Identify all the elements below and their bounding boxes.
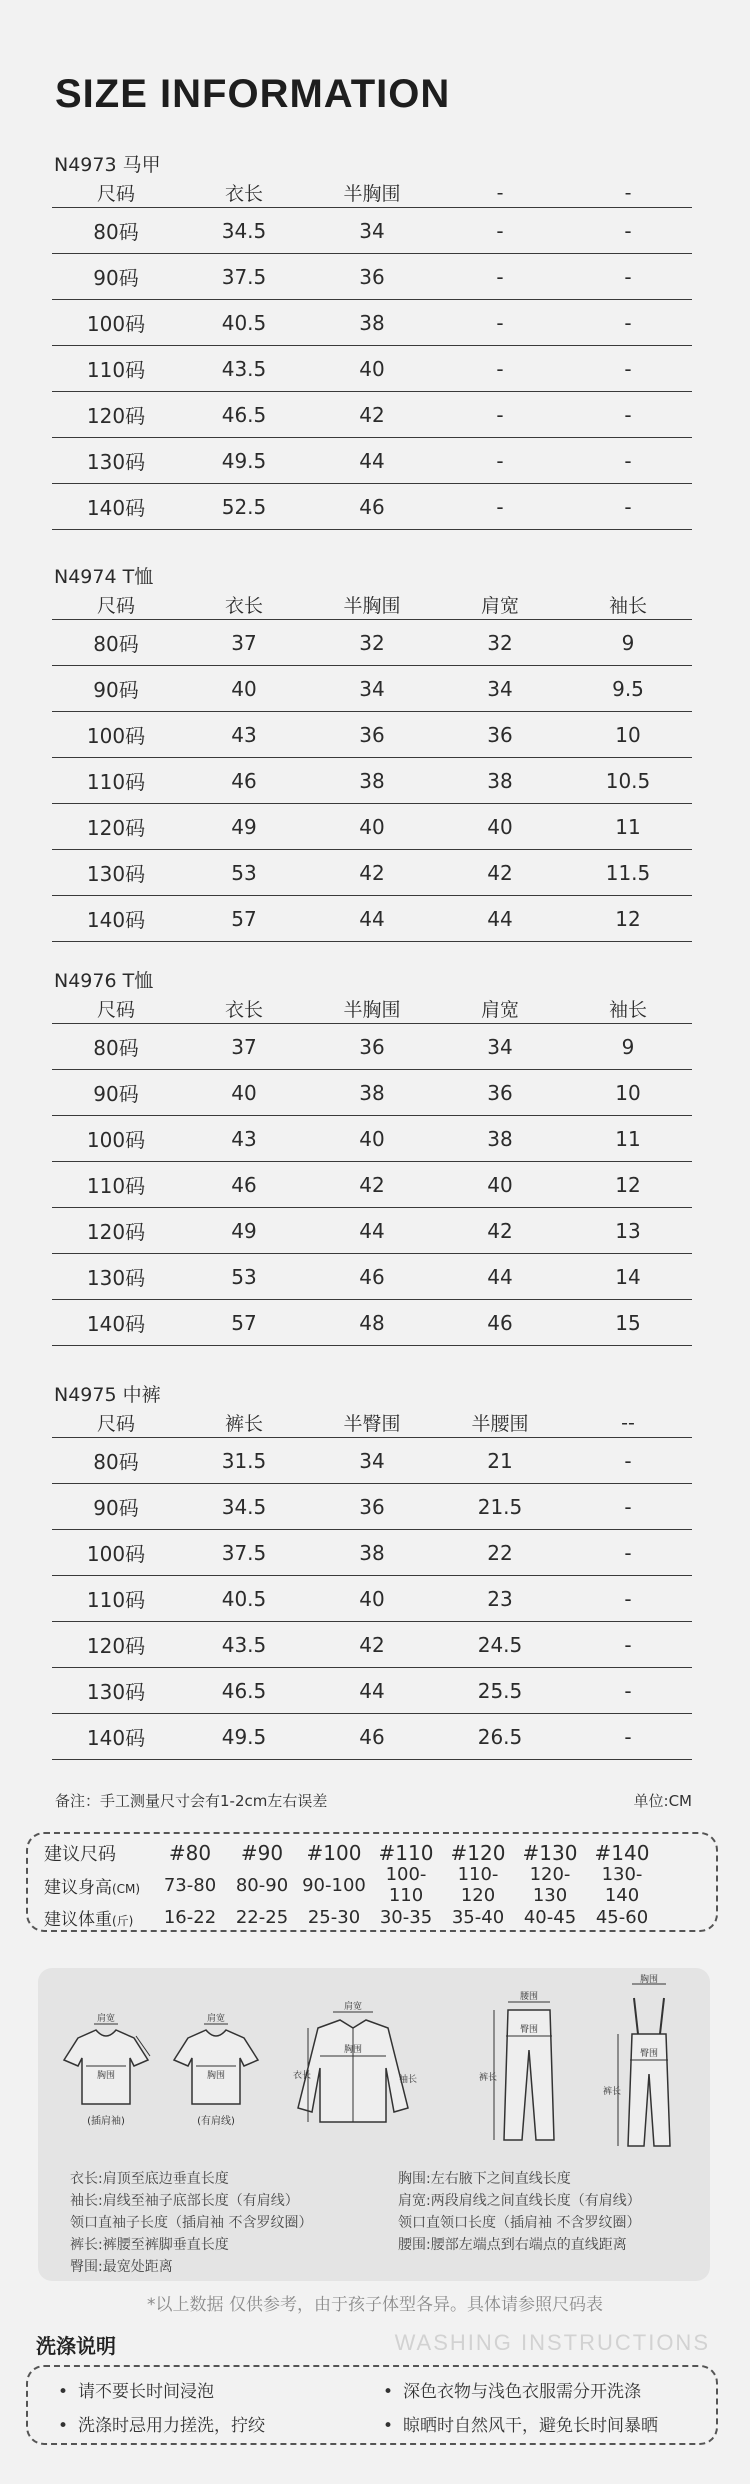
- header-cell: 尺码: [96, 999, 135, 1021]
- height-unit: (CM): [112, 1881, 141, 1896]
- height-label: [44, 1873, 154, 1898]
- pants-figure: [478, 1990, 578, 2150]
- weight-label: [44, 1905, 154, 1930]
- table-cell: 42: [487, 860, 513, 885]
- table-cell: -: [496, 356, 504, 381]
- table-cell: -: [624, 1586, 632, 1611]
- table-cell: -: [496, 218, 504, 243]
- header-cell: 肩宽: [480, 595, 519, 617]
- table-cell: 44: [359, 1678, 385, 1703]
- table-cell: 24.5: [477, 1632, 523, 1657]
- weight-cell: 30-35: [379, 1906, 433, 1928]
- table-cell: 36: [359, 722, 385, 747]
- table-cell: 37: [231, 1034, 257, 1059]
- table-header: [52, 178, 692, 208]
- table-cell: 37: [231, 630, 257, 655]
- table-cell: 9: [621, 630, 635, 655]
- table-cell: 25.5: [477, 1678, 523, 1703]
- unit-note: 单位:CM: [633, 1792, 692, 1810]
- header-cell: 衣长: [224, 183, 263, 205]
- table-cell: 34.5: [221, 1494, 267, 1519]
- raglan-caption: (插肩袖): [87, 2116, 125, 2127]
- table-cell: 36: [487, 1080, 513, 1105]
- table-header: [52, 994, 692, 1024]
- measure-note: 胸围:左右腋下之间直线长度: [398, 2171, 571, 2187]
- table-cell: 140码: [86, 496, 146, 520]
- height-cell: 110-120: [457, 1864, 499, 1906]
- header-cell: 尺码: [96, 1413, 135, 1435]
- table-cell: 44: [487, 906, 513, 931]
- table-cell: 130码: [86, 862, 146, 886]
- table-row: [52, 666, 692, 712]
- table-cell: 15: [615, 1310, 641, 1335]
- measure-note: 裤长:裤腰至裤脚垂直长度: [70, 2237, 229, 2253]
- table-cell: 42: [359, 1172, 385, 1197]
- header-cell: 尺码: [96, 183, 135, 205]
- weight-label-text: 建议体重: [44, 1909, 112, 1930]
- table-cell: 12: [615, 1172, 641, 1197]
- table-cell: -: [624, 1678, 632, 1703]
- height-cell: 73-80: [163, 1874, 217, 1896]
- table-cell: 21: [487, 1448, 513, 1473]
- measure-notes-right: [398, 2168, 641, 2256]
- table-cell: 100码: [86, 312, 146, 336]
- table-cell: 46: [487, 1310, 513, 1335]
- table-row: [52, 804, 692, 850]
- table-cell: 40: [231, 1080, 257, 1105]
- size-table-n4975: [52, 1382, 692, 1760]
- hip-label: 臀围: [519, 2025, 539, 2035]
- table-cell: 44: [359, 448, 385, 473]
- pants-length-label: 裤长: [602, 2087, 622, 2097]
- jacket-figure: [278, 1998, 428, 2138]
- weight-cell: 22-25: [235, 1906, 289, 1928]
- header-cell: 半胸围: [343, 999, 401, 1021]
- suggested-height-row: [28, 1864, 716, 1906]
- table-cell: 110码: [86, 770, 146, 794]
- table-cell: 42: [359, 402, 385, 427]
- table-cell: 42: [359, 860, 385, 885]
- table-cell: -: [624, 494, 632, 519]
- measure-note: 领口直袖子长度（插肩袖 不含罗纹圈）: [70, 2215, 313, 2231]
- measurement-note: 备注：手工测量尺寸会有1-2cm左右误差: [55, 1792, 328, 1810]
- table-cell: 43: [231, 722, 257, 747]
- size-cell: #110: [378, 1841, 434, 1865]
- size-cell: #80: [168, 1841, 212, 1865]
- header-cell: -: [624, 181, 632, 204]
- header-cell: 衣长: [224, 999, 263, 1021]
- table-cell: 44: [359, 906, 385, 931]
- table-row: [52, 850, 692, 896]
- table-cell: -: [624, 264, 632, 289]
- table-cell: 21.5: [477, 1494, 523, 1519]
- table-row: [52, 1484, 692, 1530]
- table-cell: -: [624, 448, 632, 473]
- height-cell: 120-130: [529, 1864, 571, 1906]
- table-cell: 36: [487, 722, 513, 747]
- table-cell: 49: [231, 814, 257, 839]
- table-cell: 10.5: [605, 768, 651, 793]
- washing-title: 洗涤说明: [36, 2334, 116, 2358]
- table-cell: 100码: [86, 1128, 146, 1152]
- measure-note: 腰围:腰部左端点到右端点的直线距离: [398, 2237, 627, 2253]
- page-title: SIZE INFORMATION: [55, 72, 451, 116]
- tshirt-raglan-figure: [56, 2008, 156, 2128]
- table-header: [52, 590, 692, 620]
- table-cell: 37.5: [221, 1540, 267, 1565]
- table-cell: 13: [615, 1218, 641, 1243]
- table-body: [52, 1438, 692, 1760]
- table-row: [52, 712, 692, 758]
- table-cell: 80码: [93, 632, 139, 656]
- table-cell: 40: [359, 356, 385, 381]
- table-row: [52, 1668, 692, 1714]
- table-cell: 44: [359, 1218, 385, 1243]
- suggested-weight-row: [28, 1901, 716, 1933]
- header-cell: 袖长: [608, 595, 647, 617]
- table-cell: -: [496, 310, 504, 335]
- table-row: [52, 1116, 692, 1162]
- setin-caption: (有肩线): [197, 2116, 235, 2127]
- table-cell: 49.5: [221, 1724, 267, 1749]
- table-row: [52, 1162, 692, 1208]
- shoulder-label: 肩宽: [343, 2002, 363, 2012]
- table-cell: 34: [359, 1448, 385, 1473]
- overalls-figure: [598, 1974, 698, 2154]
- table-cell: 40: [359, 1126, 385, 1151]
- table-cell: 34: [359, 676, 385, 701]
- table-cell: 9: [621, 1034, 635, 1059]
- weight-unit: (斤): [112, 1913, 134, 1928]
- table-cell: 46: [359, 494, 385, 519]
- height-cell: 80-90: [235, 1874, 289, 1896]
- table-cell: 42: [359, 1632, 385, 1657]
- table-cell: 44: [487, 1264, 513, 1289]
- table-cell: 140码: [86, 908, 146, 932]
- table-cell: 11: [615, 1126, 641, 1151]
- table-row: [52, 484, 692, 530]
- table-cell: 34: [487, 676, 513, 701]
- table-cell: 46: [231, 1172, 257, 1197]
- header-cell: 半胸围: [343, 595, 401, 617]
- table-cell: -: [624, 1540, 632, 1565]
- chest-label: 胸围: [96, 2071, 116, 2081]
- table-cell: 90码: [93, 1082, 139, 1106]
- header-cell: 尺码: [96, 595, 135, 617]
- table-cell: 40: [487, 814, 513, 839]
- table-cell: 46: [359, 1264, 385, 1289]
- pants-length-label: 裤长: [478, 2073, 498, 2083]
- table-cell: 46: [231, 768, 257, 793]
- height-cell: 130-140: [601, 1864, 643, 1906]
- table-cell: -: [624, 1494, 632, 1519]
- table-cell: -: [624, 1724, 632, 1749]
- table-body: [52, 1024, 692, 1346]
- washing-box: [26, 2365, 718, 2445]
- table-cell: 90码: [93, 678, 139, 702]
- wash-item: • 深色衣物与浅色衣服需分开洗涤: [383, 2377, 641, 2402]
- table-cell: 32: [359, 630, 385, 655]
- table-cell: 11: [615, 814, 641, 839]
- table-cell: 120码: [86, 1220, 146, 1244]
- table-row: [52, 254, 692, 300]
- table-cell: -: [624, 310, 632, 335]
- header-cell: --: [621, 1411, 635, 1434]
- size-cell: #90: [240, 1841, 284, 1865]
- table-cell: 46.5: [221, 402, 267, 427]
- table-cell: 38: [487, 768, 513, 793]
- table-cell: 100码: [86, 724, 146, 748]
- table-title: N4975 中裤: [54, 1384, 161, 1406]
- table-cell: 90码: [93, 266, 139, 290]
- table-cell: 140码: [86, 1726, 146, 1750]
- table-cell: 57: [231, 1310, 257, 1335]
- table-cell: 57: [231, 906, 257, 931]
- measure-notes-left: [70, 2168, 312, 2278]
- table-cell: 36: [359, 1494, 385, 1519]
- table-cell: 40.5: [221, 1586, 267, 1611]
- table-cell: 37.5: [221, 264, 267, 289]
- weight-cell: 16-22: [163, 1906, 217, 1928]
- table-row: [52, 300, 692, 346]
- table-cell: -: [496, 402, 504, 427]
- table-cell: 40: [231, 676, 257, 701]
- table-row: [52, 1714, 692, 1760]
- weight-cell: 35-40: [451, 1906, 505, 1928]
- table-cell: 31.5: [221, 1448, 267, 1473]
- table-cell: -: [624, 1448, 632, 1473]
- table-cell: 34: [487, 1034, 513, 1059]
- table-cell: 49.5: [221, 448, 267, 473]
- hip-label: 臀围: [639, 2049, 659, 2059]
- table-cell: 130码: [86, 1266, 146, 1290]
- table-cell: 100码: [86, 1542, 146, 1566]
- table-cell: 40.5: [221, 310, 267, 335]
- table-cell: 38: [359, 310, 385, 335]
- table-title: N4973 马甲: [54, 154, 161, 176]
- table-cell: 40: [359, 1586, 385, 1611]
- table-cell: 130码: [86, 1680, 146, 1704]
- table-row: [52, 208, 692, 254]
- table-cell: 10: [615, 1080, 641, 1105]
- weight-cell: 40-45: [523, 1906, 577, 1928]
- table-row: [52, 896, 692, 942]
- table-cell: 9.5: [612, 676, 644, 701]
- table-header: [52, 1408, 692, 1438]
- table-row: [52, 1024, 692, 1070]
- size-cell: #100: [306, 1841, 362, 1865]
- body-length-label: 衣长: [292, 2071, 312, 2081]
- chest-label: 胸围: [206, 2071, 226, 2081]
- header-cell: 半臀围: [343, 1413, 401, 1435]
- table-cell: -: [624, 402, 632, 427]
- table-cell: 80码: [93, 1036, 139, 1060]
- header-cell: -: [496, 181, 504, 204]
- header-cell: 肩宽: [480, 999, 519, 1021]
- table-row: [52, 1622, 692, 1668]
- table-cell: 11.5: [605, 860, 651, 885]
- sleeve-label: 袖长: [398, 2075, 418, 2085]
- table-row: [52, 346, 692, 392]
- table-cell: 43.5: [221, 1632, 267, 1657]
- table-cell: 48: [359, 1310, 385, 1335]
- table-cell: -: [624, 1632, 632, 1657]
- header-cell: 半胸围: [343, 183, 401, 205]
- table-row: [52, 1254, 692, 1300]
- table-cell: 80码: [93, 220, 139, 244]
- table-body: [52, 208, 692, 530]
- size-table-n4973: [52, 152, 692, 530]
- size-cell: #120: [450, 1841, 506, 1865]
- table-cell: 32: [487, 630, 513, 655]
- table-cell: 10: [615, 722, 641, 747]
- table-cell: 140码: [86, 1312, 146, 1336]
- table-cell: 120码: [86, 816, 146, 840]
- shoulder-label: 肩宽: [96, 2014, 116, 2024]
- table-cell: 26.5: [477, 1724, 523, 1749]
- disclaimer: *以上数据 仅供参考，由于孩子体型各异。具体请参照尺码表: [147, 2295, 603, 2315]
- table-cell: -: [624, 218, 632, 243]
- table-title: N4976 T恤: [54, 970, 154, 992]
- table-cell: 120码: [86, 1634, 146, 1658]
- table-cell: -: [624, 356, 632, 381]
- table-cell: 38: [359, 1540, 385, 1565]
- table-row: [52, 1576, 692, 1622]
- table-cell: 38: [487, 1126, 513, 1151]
- table-cell: 14: [615, 1264, 641, 1289]
- table-cell: 53: [231, 1264, 257, 1289]
- table-cell: 12: [615, 906, 641, 931]
- header-cell: 半腰围: [471, 1413, 529, 1435]
- waist-label: 腰围: [519, 1992, 539, 2002]
- table-cell: 34: [359, 218, 385, 243]
- table-cell: 90码: [93, 1496, 139, 1520]
- table-row: [52, 438, 692, 484]
- table-cell: 23: [487, 1586, 513, 1611]
- header-cell: 裤长: [224, 1413, 263, 1435]
- table-cell: 42: [487, 1218, 513, 1243]
- wash-item: • 请不要长时间浸泡: [58, 2377, 214, 2402]
- table-row: [52, 1208, 692, 1254]
- measure-note: 肩宽:两段肩线之间直线长度（有肩线）: [398, 2193, 641, 2209]
- table-row: [52, 620, 692, 666]
- table-cell: 43: [231, 1126, 257, 1151]
- tshirt-setin-figure: [166, 2008, 266, 2128]
- table-cell: 36: [359, 1034, 385, 1059]
- table-row: [52, 1438, 692, 1484]
- table-cell: 36: [359, 264, 385, 289]
- measure-note: 衣长:肩顶至底边垂直长度: [70, 2171, 229, 2187]
- table-title: N4974 T恤: [54, 566, 154, 588]
- table-row: [52, 1300, 692, 1346]
- height-cell: 100-110: [385, 1864, 427, 1906]
- suggested-size-label: 建议尺码: [44, 1844, 116, 1865]
- table-cell: -: [496, 448, 504, 473]
- table-cell: 52.5: [221, 494, 267, 519]
- height-label-text: 建议身高: [44, 1877, 112, 1898]
- weight-cell: 45-60: [595, 1906, 649, 1928]
- table-cell: 40: [487, 1172, 513, 1197]
- size-table-n4974: [52, 564, 692, 942]
- suggested-size-box: [26, 1832, 718, 1932]
- table-cell: 40: [359, 814, 385, 839]
- table-cell: 110码: [86, 1588, 146, 1612]
- table-row: [52, 1530, 692, 1576]
- shoulder-label: 肩宽: [206, 2014, 226, 2024]
- table-cell: 46: [359, 1724, 385, 1749]
- wash-item: • 洗涤时忌用力搓洗，拧绞: [58, 2411, 265, 2436]
- table-cell: 49: [231, 1218, 257, 1243]
- table-cell: -: [496, 494, 504, 519]
- weight-cell: 25-30: [307, 1906, 361, 1928]
- size-cell: #140: [594, 1841, 650, 1865]
- table-cell: 46.5: [221, 1678, 267, 1703]
- table-row: [52, 392, 692, 438]
- table-cell: 22: [487, 1540, 513, 1565]
- table-cell: 120码: [86, 404, 146, 428]
- wash-item: • 晾晒时自然风干，避免长时间暴晒: [383, 2411, 658, 2436]
- header-cell: 袖长: [608, 999, 647, 1021]
- size-cell: #130: [522, 1841, 578, 1865]
- table-row: [52, 1070, 692, 1116]
- header-cell: 衣长: [224, 595, 263, 617]
- measure-note: 臀围:最宽处距离: [70, 2259, 173, 2275]
- washing-title-en: WASHING INSTRUCTIONS: [394, 2330, 710, 2355]
- table-body: [52, 620, 692, 942]
- chest-label: 胸围: [639, 1975, 659, 1985]
- measure-note: 袖长:肩线至袖子底部长度（有肩线）: [70, 2193, 299, 2209]
- table-cell: 34.5: [221, 218, 267, 243]
- measurement-guide: [38, 1968, 710, 2281]
- table-cell: 38: [359, 1080, 385, 1105]
- table-cell: -: [496, 264, 504, 289]
- chest-label: 胸围: [343, 2045, 363, 2055]
- table-cell: 110码: [86, 1174, 146, 1198]
- table-cell: 38: [359, 768, 385, 793]
- size-table-n4976: [52, 968, 692, 1346]
- table-cell: 110码: [86, 358, 146, 382]
- table-cell: 43.5: [221, 356, 267, 381]
- height-cell: 90-100: [302, 1874, 366, 1896]
- measure-note: 领口直领口长度（插肩袖 不含罗纹圈）: [398, 2215, 641, 2231]
- table-cell: 53: [231, 860, 257, 885]
- table-cell: 130码: [86, 450, 146, 474]
- table-cell: 80码: [93, 1450, 139, 1474]
- table-row: [52, 758, 692, 804]
